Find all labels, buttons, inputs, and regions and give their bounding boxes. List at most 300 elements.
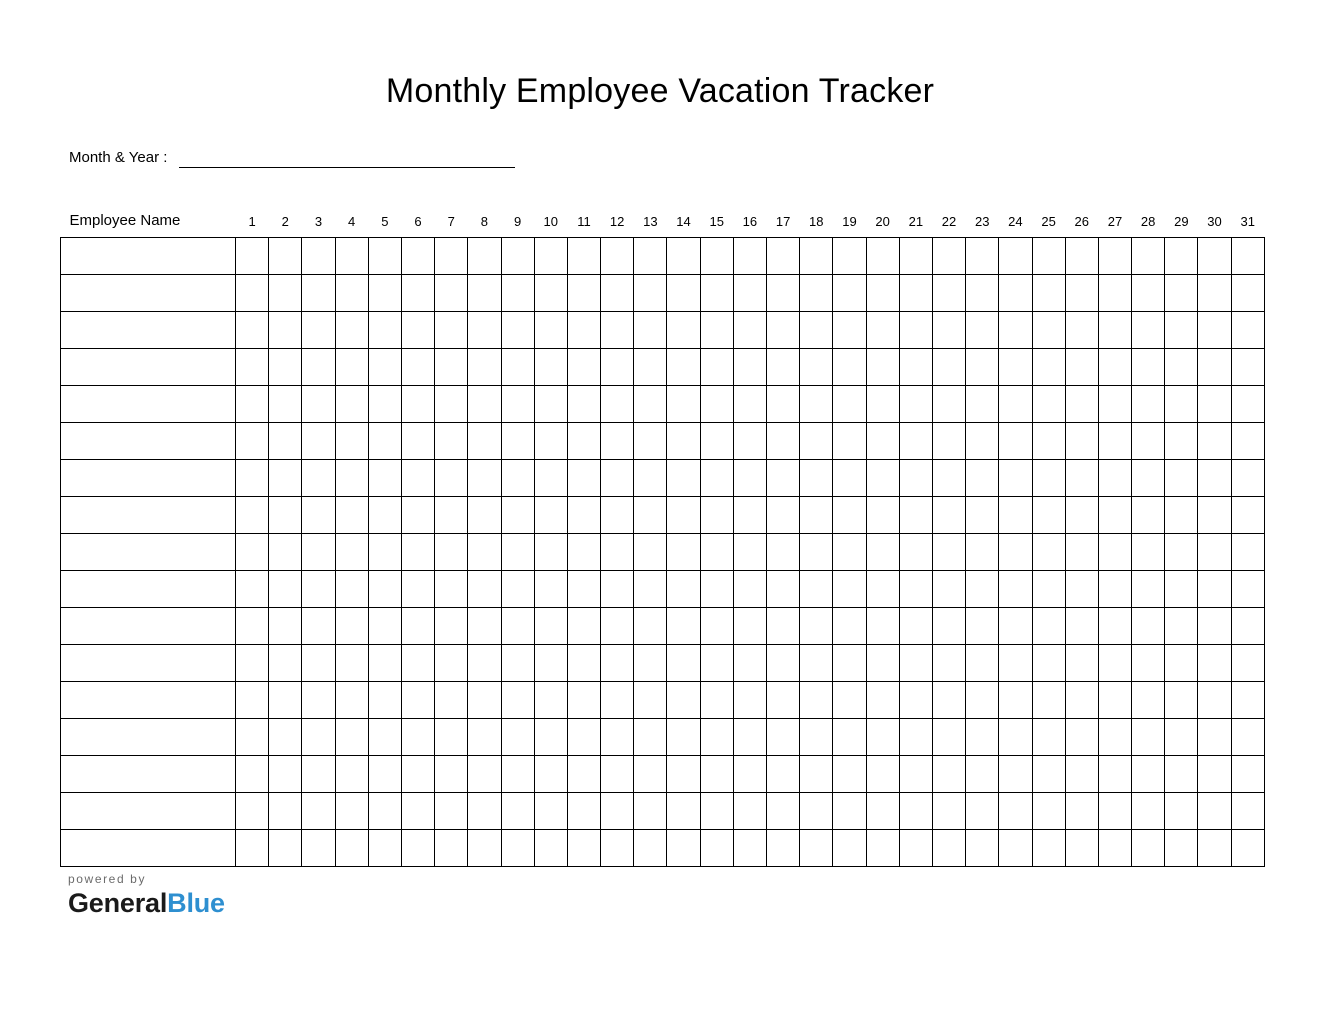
- day-cell[interactable]: [269, 608, 302, 645]
- day-cell[interactable]: [767, 645, 800, 682]
- day-cell[interactable]: [1132, 571, 1165, 608]
- day-cell[interactable]: [501, 756, 534, 793]
- day-cell[interactable]: [269, 275, 302, 312]
- day-cell[interactable]: [1065, 238, 1098, 275]
- day-cell[interactable]: [368, 682, 401, 719]
- day-cell[interactable]: [899, 608, 932, 645]
- day-cell[interactable]: [667, 719, 700, 756]
- day-cell[interactable]: [1231, 756, 1264, 793]
- day-cell[interactable]: [1098, 423, 1131, 460]
- day-cell[interactable]: [335, 793, 368, 830]
- day-cell[interactable]: [601, 386, 634, 423]
- day-cell[interactable]: [1065, 312, 1098, 349]
- day-cell[interactable]: [335, 571, 368, 608]
- day-cell[interactable]: [501, 312, 534, 349]
- day-cell[interactable]: [1098, 682, 1131, 719]
- employee-name-cell[interactable]: [61, 534, 236, 571]
- day-cell[interactable]: [335, 423, 368, 460]
- day-cell[interactable]: [932, 645, 965, 682]
- day-cell[interactable]: [1132, 460, 1165, 497]
- day-cell[interactable]: [302, 793, 335, 830]
- day-cell[interactable]: [1065, 645, 1098, 682]
- day-cell[interactable]: [733, 793, 766, 830]
- day-cell[interactable]: [236, 719, 269, 756]
- day-cell[interactable]: [1231, 534, 1264, 571]
- day-cell[interactable]: [236, 460, 269, 497]
- day-cell[interactable]: [833, 238, 866, 275]
- day-cell[interactable]: [335, 756, 368, 793]
- day-cell[interactable]: [1132, 423, 1165, 460]
- day-cell[interactable]: [368, 571, 401, 608]
- day-cell[interactable]: [1231, 349, 1264, 386]
- day-cell[interactable]: [733, 238, 766, 275]
- day-cell[interactable]: [1065, 275, 1098, 312]
- day-cell[interactable]: [1165, 238, 1198, 275]
- day-cell[interactable]: [269, 386, 302, 423]
- day-cell[interactable]: [899, 460, 932, 497]
- day-cell[interactable]: [634, 830, 667, 867]
- day-cell[interactable]: [501, 793, 534, 830]
- day-cell[interactable]: [335, 682, 368, 719]
- day-cell[interactable]: [401, 608, 434, 645]
- day-cell[interactable]: [1165, 386, 1198, 423]
- day-cell[interactable]: [866, 830, 899, 867]
- day-cell[interactable]: [1132, 349, 1165, 386]
- day-cell[interactable]: [733, 460, 766, 497]
- day-cell[interactable]: [634, 497, 667, 534]
- day-cell[interactable]: [1231, 719, 1264, 756]
- day-cell[interactable]: [667, 534, 700, 571]
- day-cell[interactable]: [401, 275, 434, 312]
- day-cell[interactable]: [1165, 719, 1198, 756]
- day-cell[interactable]: [468, 534, 501, 571]
- day-cell[interactable]: [866, 682, 899, 719]
- day-cell[interactable]: [501, 719, 534, 756]
- day-cell[interactable]: [1165, 349, 1198, 386]
- day-cell[interactable]: [833, 386, 866, 423]
- day-cell[interactable]: [1198, 423, 1231, 460]
- day-cell[interactable]: [932, 793, 965, 830]
- day-cell[interactable]: [966, 460, 999, 497]
- day-cell[interactable]: [601, 349, 634, 386]
- day-cell[interactable]: [1132, 608, 1165, 645]
- day-cell[interactable]: [1165, 645, 1198, 682]
- day-cell[interactable]: [667, 793, 700, 830]
- day-cell[interactable]: [999, 275, 1032, 312]
- day-cell[interactable]: [567, 497, 600, 534]
- day-cell[interactable]: [567, 423, 600, 460]
- day-cell[interactable]: [368, 830, 401, 867]
- day-cell[interactable]: [833, 830, 866, 867]
- day-cell[interactable]: [335, 608, 368, 645]
- day-cell[interactable]: [335, 349, 368, 386]
- day-cell[interactable]: [1032, 645, 1065, 682]
- day-cell[interactable]: [567, 571, 600, 608]
- day-cell[interactable]: [634, 608, 667, 645]
- day-cell[interactable]: [899, 719, 932, 756]
- day-cell[interactable]: [1165, 830, 1198, 867]
- day-cell[interactable]: [667, 497, 700, 534]
- day-cell[interactable]: [966, 830, 999, 867]
- day-cell[interactable]: [468, 682, 501, 719]
- day-cell[interactable]: [833, 645, 866, 682]
- day-cell[interactable]: [1231, 830, 1264, 867]
- day-cell[interactable]: [302, 275, 335, 312]
- day-cell[interactable]: [667, 682, 700, 719]
- day-cell[interactable]: [733, 423, 766, 460]
- day-cell[interactable]: [401, 349, 434, 386]
- day-cell[interactable]: [999, 571, 1032, 608]
- day-cell[interactable]: [1198, 608, 1231, 645]
- day-cell[interactable]: [833, 349, 866, 386]
- day-cell[interactable]: [833, 460, 866, 497]
- day-cell[interactable]: [733, 645, 766, 682]
- day-cell[interactable]: [1065, 830, 1098, 867]
- day-cell[interactable]: [767, 534, 800, 571]
- day-cell[interactable]: [236, 275, 269, 312]
- day-cell[interactable]: [1032, 719, 1065, 756]
- day-cell[interactable]: [269, 830, 302, 867]
- day-cell[interactable]: [468, 349, 501, 386]
- day-cell[interactable]: [335, 497, 368, 534]
- day-cell[interactable]: [401, 793, 434, 830]
- day-cell[interactable]: [269, 349, 302, 386]
- day-cell[interactable]: [1165, 682, 1198, 719]
- day-cell[interactable]: [1132, 682, 1165, 719]
- day-cell[interactable]: [866, 719, 899, 756]
- day-cell[interactable]: [335, 238, 368, 275]
- day-cell[interactable]: [468, 238, 501, 275]
- day-cell[interactable]: [1165, 571, 1198, 608]
- day-cell[interactable]: [435, 682, 468, 719]
- day-cell[interactable]: [269, 719, 302, 756]
- day-cell[interactable]: [401, 386, 434, 423]
- day-cell[interactable]: [999, 682, 1032, 719]
- day-cell[interactable]: [800, 497, 833, 534]
- day-cell[interactable]: [236, 312, 269, 349]
- day-cell[interactable]: [601, 830, 634, 867]
- day-cell[interactable]: [767, 571, 800, 608]
- day-cell[interactable]: [966, 238, 999, 275]
- day-cell[interactable]: [899, 682, 932, 719]
- day-cell[interactable]: [368, 238, 401, 275]
- day-cell[interactable]: [401, 312, 434, 349]
- day-cell[interactable]: [534, 497, 567, 534]
- day-cell[interactable]: [501, 238, 534, 275]
- day-cell[interactable]: [1198, 275, 1231, 312]
- day-cell[interactable]: [667, 460, 700, 497]
- day-cell[interactable]: [1165, 793, 1198, 830]
- day-cell[interactable]: [1198, 312, 1231, 349]
- day-cell[interactable]: [534, 682, 567, 719]
- day-cell[interactable]: [1231, 645, 1264, 682]
- day-cell[interactable]: [468, 460, 501, 497]
- day-cell[interactable]: [601, 238, 634, 275]
- day-cell[interactable]: [1098, 571, 1131, 608]
- day-cell[interactable]: [302, 756, 335, 793]
- day-cell[interactable]: [1198, 830, 1231, 867]
- day-cell[interactable]: [501, 460, 534, 497]
- day-cell[interactable]: [269, 571, 302, 608]
- day-cell[interactable]: [601, 571, 634, 608]
- day-cell[interactable]: [800, 534, 833, 571]
- day-cell[interactable]: [1032, 571, 1065, 608]
- day-cell[interactable]: [269, 460, 302, 497]
- day-cell[interactable]: [335, 460, 368, 497]
- day-cell[interactable]: [667, 386, 700, 423]
- day-cell[interactable]: [800, 719, 833, 756]
- day-cell[interactable]: [667, 423, 700, 460]
- day-cell[interactable]: [435, 460, 468, 497]
- day-cell[interactable]: [501, 386, 534, 423]
- day-cell[interactable]: [899, 571, 932, 608]
- day-cell[interactable]: [1132, 793, 1165, 830]
- day-cell[interactable]: [767, 793, 800, 830]
- day-cell[interactable]: [269, 756, 302, 793]
- day-cell[interactable]: [1032, 608, 1065, 645]
- day-cell[interactable]: [800, 238, 833, 275]
- day-cell[interactable]: [501, 571, 534, 608]
- day-cell[interactable]: [1165, 460, 1198, 497]
- day-cell[interactable]: [1165, 312, 1198, 349]
- day-cell[interactable]: [435, 571, 468, 608]
- day-cell[interactable]: [833, 534, 866, 571]
- day-cell[interactable]: [1231, 460, 1264, 497]
- day-cell[interactable]: [899, 349, 932, 386]
- day-cell[interactable]: [634, 534, 667, 571]
- day-cell[interactable]: [767, 719, 800, 756]
- day-cell[interactable]: [401, 423, 434, 460]
- day-cell[interactable]: [1132, 312, 1165, 349]
- day-cell[interactable]: [1198, 386, 1231, 423]
- day-cell[interactable]: [733, 756, 766, 793]
- day-cell[interactable]: [833, 719, 866, 756]
- day-cell[interactable]: [932, 497, 965, 534]
- day-cell[interactable]: [269, 534, 302, 571]
- day-cell[interactable]: [700, 756, 733, 793]
- day-cell[interactable]: [866, 386, 899, 423]
- day-cell[interactable]: [601, 534, 634, 571]
- day-cell[interactable]: [302, 645, 335, 682]
- day-cell[interactable]: [733, 275, 766, 312]
- day-cell[interactable]: [733, 534, 766, 571]
- day-cell[interactable]: [435, 275, 468, 312]
- day-cell[interactable]: [1198, 349, 1231, 386]
- day-cell[interactable]: [733, 830, 766, 867]
- day-cell[interactable]: [899, 830, 932, 867]
- day-cell[interactable]: [767, 238, 800, 275]
- day-cell[interactable]: [733, 312, 766, 349]
- day-cell[interactable]: [1132, 534, 1165, 571]
- day-cell[interactable]: [567, 608, 600, 645]
- day-cell[interactable]: [1098, 275, 1131, 312]
- day-cell[interactable]: [1098, 830, 1131, 867]
- day-cell[interactable]: [567, 238, 600, 275]
- day-cell[interactable]: [302, 571, 335, 608]
- day-cell[interactable]: [966, 534, 999, 571]
- employee-name-cell[interactable]: [61, 497, 236, 534]
- day-cell[interactable]: [435, 349, 468, 386]
- day-cell[interactable]: [601, 793, 634, 830]
- day-cell[interactable]: [1132, 756, 1165, 793]
- day-cell[interactable]: [866, 312, 899, 349]
- day-cell[interactable]: [1231, 571, 1264, 608]
- day-cell[interactable]: [302, 312, 335, 349]
- day-cell[interactable]: [700, 349, 733, 386]
- day-cell[interactable]: [1098, 534, 1131, 571]
- day-cell[interactable]: [866, 534, 899, 571]
- day-cell[interactable]: [1132, 275, 1165, 312]
- day-cell[interactable]: [236, 238, 269, 275]
- day-cell[interactable]: [302, 238, 335, 275]
- employee-name-cell[interactable]: [61, 571, 236, 608]
- day-cell[interactable]: [1032, 756, 1065, 793]
- day-cell[interactable]: [1198, 497, 1231, 534]
- day-cell[interactable]: [335, 719, 368, 756]
- day-cell[interactable]: [800, 793, 833, 830]
- day-cell[interactable]: [932, 238, 965, 275]
- day-cell[interactable]: [1231, 608, 1264, 645]
- day-cell[interactable]: [1132, 386, 1165, 423]
- day-cell[interactable]: [236, 608, 269, 645]
- day-cell[interactable]: [1065, 608, 1098, 645]
- day-cell[interactable]: [601, 275, 634, 312]
- day-cell[interactable]: [269, 645, 302, 682]
- day-cell[interactable]: [1198, 460, 1231, 497]
- day-cell[interactable]: [700, 719, 733, 756]
- day-cell[interactable]: [932, 312, 965, 349]
- day-cell[interactable]: [767, 460, 800, 497]
- day-cell[interactable]: [236, 497, 269, 534]
- day-cell[interactable]: [899, 645, 932, 682]
- day-cell[interactable]: [601, 312, 634, 349]
- employee-name-cell[interactable]: [61, 275, 236, 312]
- day-cell[interactable]: [966, 497, 999, 534]
- day-cell[interactable]: [468, 386, 501, 423]
- day-cell[interactable]: [567, 460, 600, 497]
- day-cell[interactable]: [401, 830, 434, 867]
- day-cell[interactable]: [335, 534, 368, 571]
- day-cell[interactable]: [468, 497, 501, 534]
- day-cell[interactable]: [435, 423, 468, 460]
- day-cell[interactable]: [335, 275, 368, 312]
- day-cell[interactable]: [966, 275, 999, 312]
- day-cell[interactable]: [833, 423, 866, 460]
- day-cell[interactable]: [1231, 312, 1264, 349]
- day-cell[interactable]: [1065, 682, 1098, 719]
- day-cell[interactable]: [932, 386, 965, 423]
- day-cell[interactable]: [368, 349, 401, 386]
- day-cell[interactable]: [1065, 793, 1098, 830]
- day-cell[interactable]: [932, 460, 965, 497]
- day-cell[interactable]: [1132, 497, 1165, 534]
- day-cell[interactable]: [866, 423, 899, 460]
- day-cell[interactable]: [468, 608, 501, 645]
- day-cell[interactable]: [1098, 608, 1131, 645]
- day-cell[interactable]: [567, 386, 600, 423]
- day-cell[interactable]: [767, 608, 800, 645]
- day-cell[interactable]: [501, 830, 534, 867]
- day-cell[interactable]: [1198, 534, 1231, 571]
- day-cell[interactable]: [435, 608, 468, 645]
- day-cell[interactable]: [401, 534, 434, 571]
- day-cell[interactable]: [767, 830, 800, 867]
- day-cell[interactable]: [435, 534, 468, 571]
- day-cell[interactable]: [1098, 238, 1131, 275]
- day-cell[interactable]: [866, 571, 899, 608]
- day-cell[interactable]: [368, 312, 401, 349]
- day-cell[interactable]: [899, 312, 932, 349]
- day-cell[interactable]: [236, 756, 269, 793]
- employee-name-cell[interactable]: [61, 608, 236, 645]
- day-cell[interactable]: [1231, 238, 1264, 275]
- day-cell[interactable]: [899, 275, 932, 312]
- day-cell[interactable]: [236, 830, 269, 867]
- day-cell[interactable]: [700, 497, 733, 534]
- day-cell[interactable]: [932, 534, 965, 571]
- day-cell[interactable]: [567, 793, 600, 830]
- day-cell[interactable]: [302, 349, 335, 386]
- day-cell[interactable]: [634, 460, 667, 497]
- day-cell[interactable]: [700, 608, 733, 645]
- day-cell[interactable]: [1198, 682, 1231, 719]
- day-cell[interactable]: [236, 386, 269, 423]
- day-cell[interactable]: [999, 497, 1032, 534]
- day-cell[interactable]: [1098, 719, 1131, 756]
- day-cell[interactable]: [1065, 719, 1098, 756]
- day-cell[interactable]: [236, 793, 269, 830]
- day-cell[interactable]: [236, 349, 269, 386]
- day-cell[interactable]: [667, 645, 700, 682]
- day-cell[interactable]: [401, 719, 434, 756]
- day-cell[interactable]: [1032, 386, 1065, 423]
- day-cell[interactable]: [733, 386, 766, 423]
- day-cell[interactable]: [501, 497, 534, 534]
- day-cell[interactable]: [700, 460, 733, 497]
- day-cell[interactable]: [302, 608, 335, 645]
- day-cell[interactable]: [1032, 534, 1065, 571]
- day-cell[interactable]: [1032, 275, 1065, 312]
- day-cell[interactable]: [899, 793, 932, 830]
- day-cell[interactable]: [1032, 793, 1065, 830]
- day-cell[interactable]: [1165, 534, 1198, 571]
- day-cell[interactable]: [435, 238, 468, 275]
- day-cell[interactable]: [999, 830, 1032, 867]
- day-cell[interactable]: [1065, 349, 1098, 386]
- day-cell[interactable]: [999, 386, 1032, 423]
- day-cell[interactable]: [567, 534, 600, 571]
- day-cell[interactable]: [368, 497, 401, 534]
- day-cell[interactable]: [1032, 349, 1065, 386]
- day-cell[interactable]: [601, 423, 634, 460]
- day-cell[interactable]: [634, 719, 667, 756]
- day-cell[interactable]: [302, 386, 335, 423]
- day-cell[interactable]: [966, 756, 999, 793]
- day-cell[interactable]: [534, 830, 567, 867]
- day-cell[interactable]: [501, 349, 534, 386]
- day-cell[interactable]: [335, 312, 368, 349]
- day-cell[interactable]: [999, 645, 1032, 682]
- day-cell[interactable]: [1032, 830, 1065, 867]
- day-cell[interactable]: [1198, 645, 1231, 682]
- day-cell[interactable]: [966, 682, 999, 719]
- day-cell[interactable]: [800, 312, 833, 349]
- day-cell[interactable]: [1198, 719, 1231, 756]
- day-cell[interactable]: [534, 238, 567, 275]
- day-cell[interactable]: [269, 423, 302, 460]
- employee-name-cell[interactable]: [61, 423, 236, 460]
- day-cell[interactable]: [667, 571, 700, 608]
